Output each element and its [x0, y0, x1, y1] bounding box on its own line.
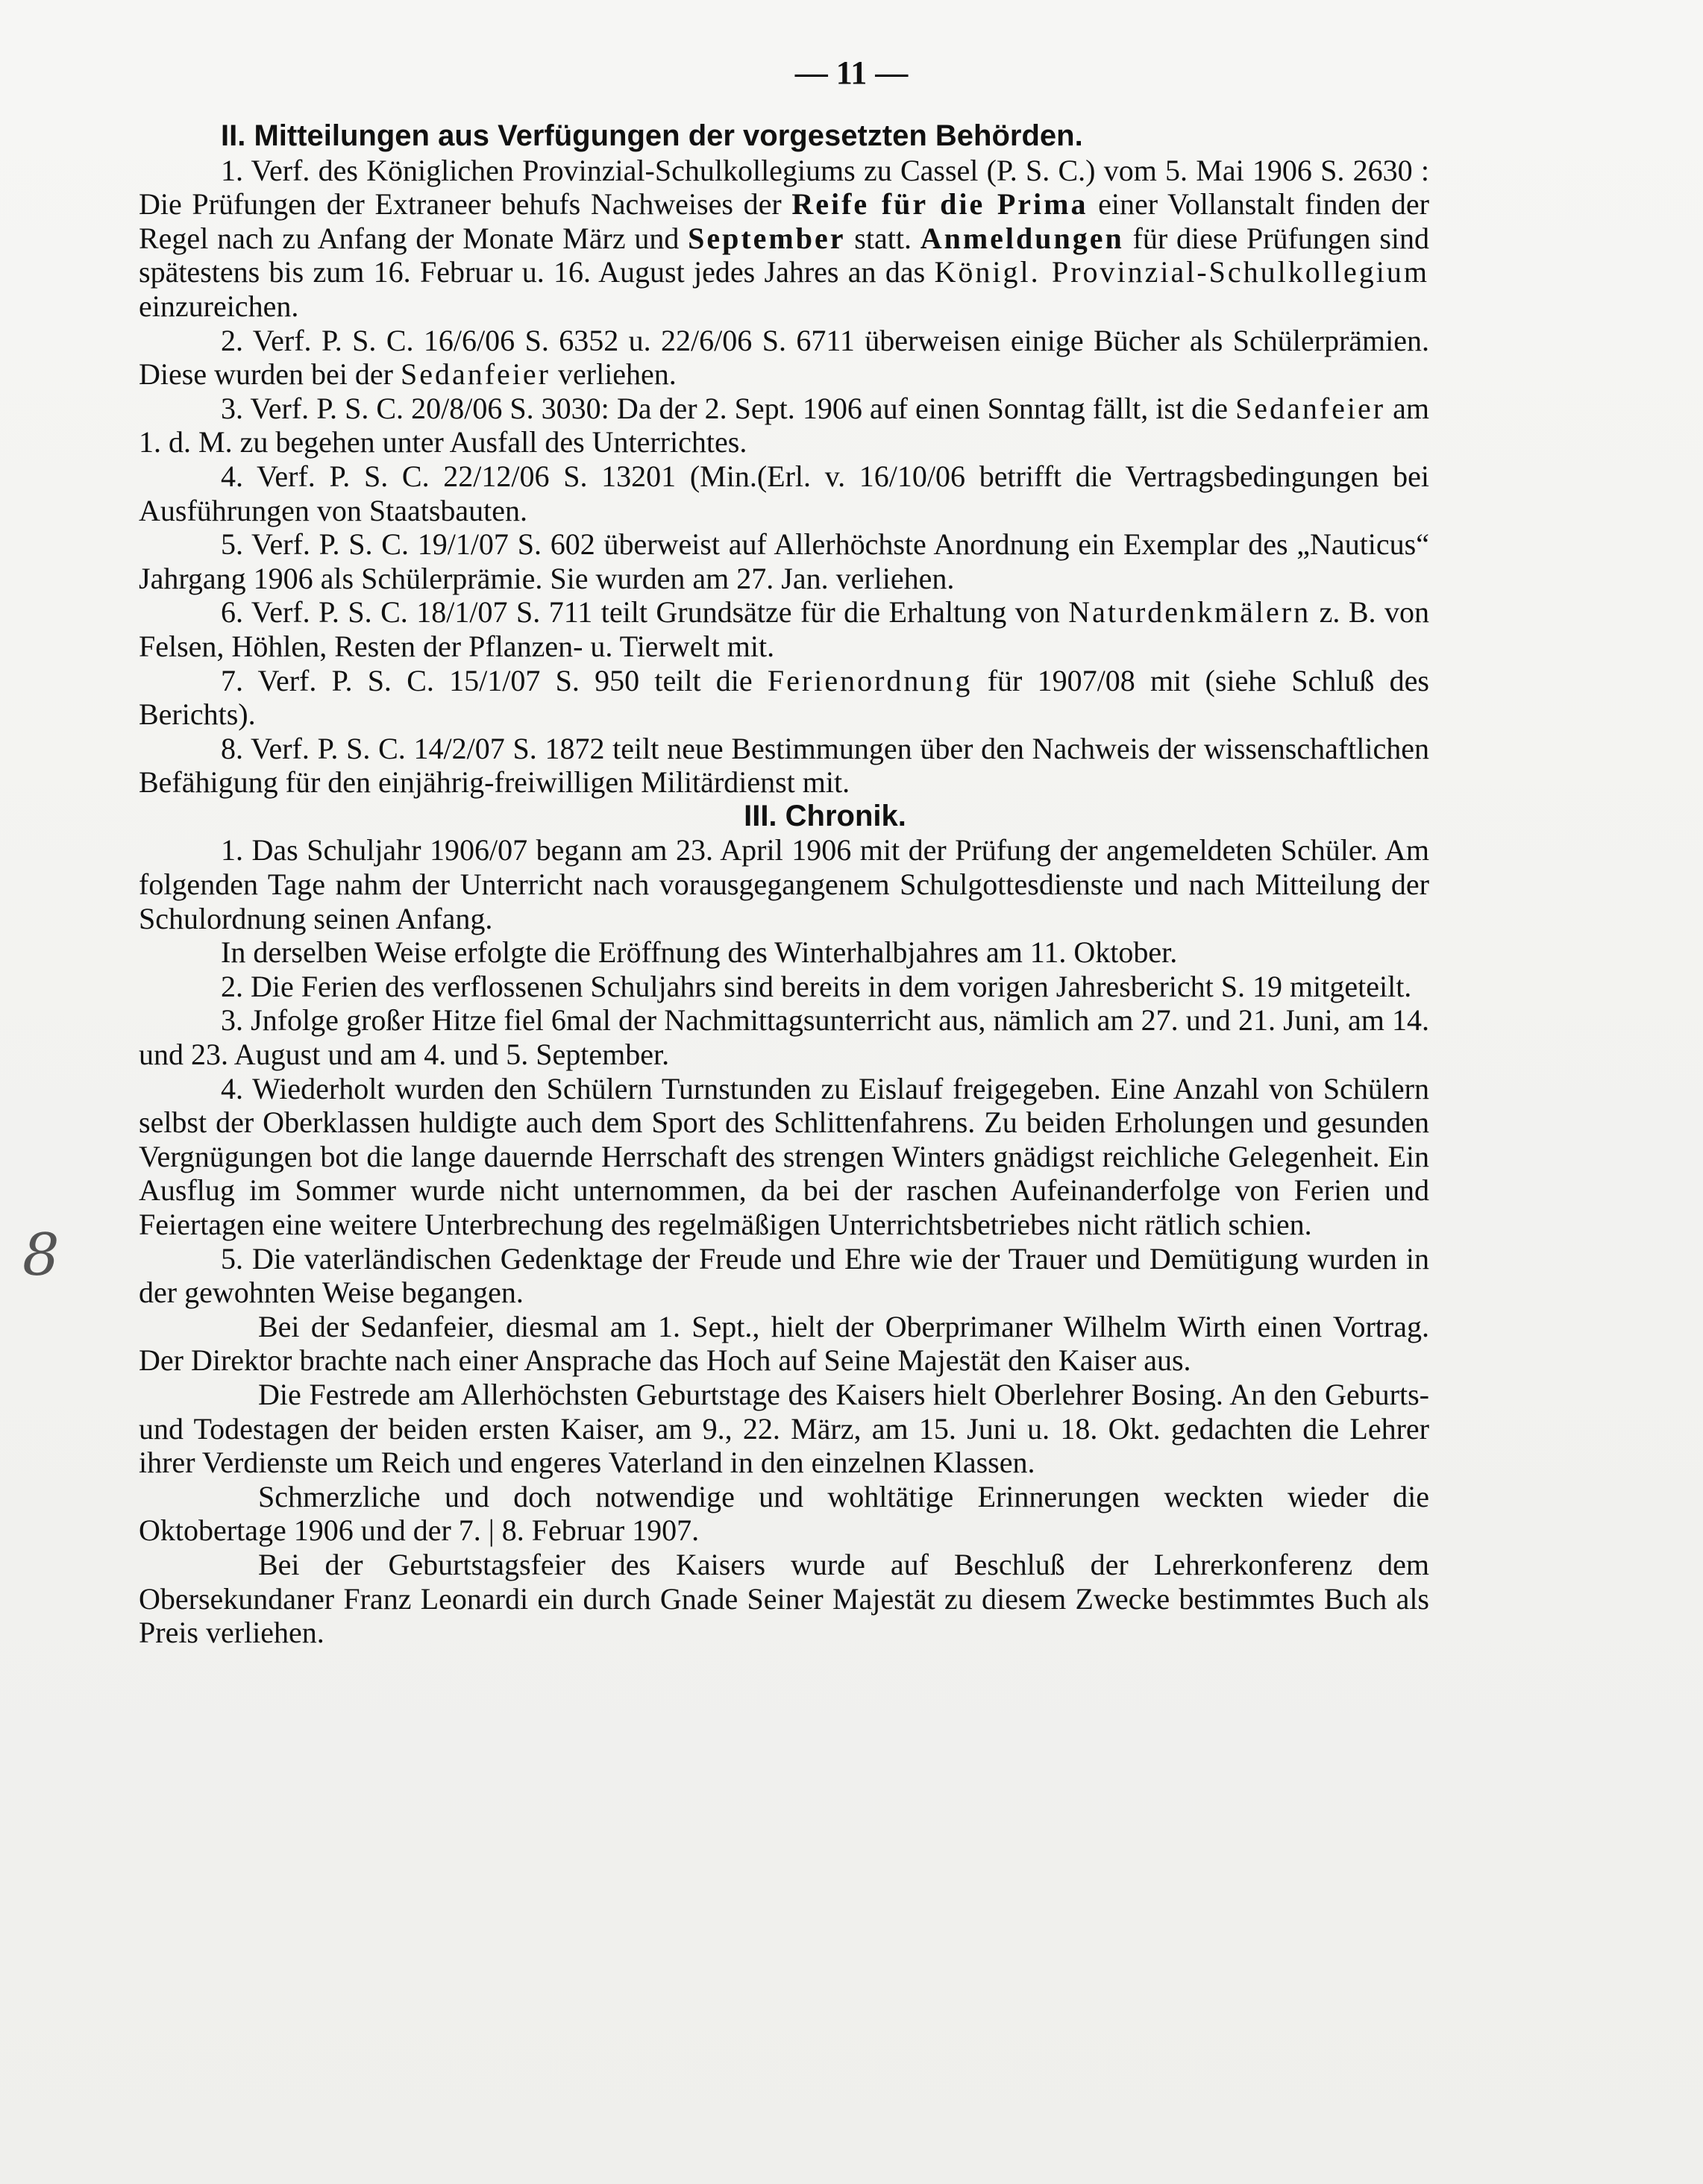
margin-annotation: 8: [22, 1222, 60, 1289]
chronicle-paragraph: Die Festrede am Allerhöchsten Geburtstage des Kaisers hielt Oberlehrer Bosing. An den Geburts- und Todestagen der beiden ersten Kaiser, am 9., 22. März, am 15. Juni u. 18. Okt. gedachten die Lehrer ihrer Verdienste um Reich und engeres Vaterland in den einzelnen Klassen.: [139, 1377, 1429, 1480]
chronicle-paragraph: In derselben Weise erfolgte die Eröffnung des Winterhalbjahres am 11. Oktober.: [221, 935, 1178, 970]
chronicle-paragraph: 4. Wiederholt wurden den Schülern Turnstunden zu Eislauf freigegeben. Eine Anzahl von Schülern selbst der Oberklassen huldigte auch dem Sport des Schlittenfahrens. Zu beiden Erholungen und gesunden Vergnügungen bot die lange dauernde Herrschaft des strengen Winters gnädigst reichliche Gelegenheit. Ein Ausflug im Sommer wurde nicht unternommen, da bei der raschen Aufeinanderfolge von Ferien und Feiertagen eine weitere Unterbrechung des regelmäßigen Unterrichtsbetriebes nicht rätlich schien.: [139, 1071, 1429, 1241]
chronicle-paragraph: 5. Die vaterländischen Gedenktage der Freude und Ehre wie der Trauer und Demütigung wurden in der gewohnten Weise begangen.: [139, 1241, 1429, 1310]
body-text: [139, 119, 1429, 1650]
decree-item: 8. Verf. P. S. C. 14/2/07 S. 1872 teilt neue Bestimmungen über den Nachweis der wissenschaftlichen Befähigung für den einjährig-freiwilligen Militärdienst mit.: [139, 731, 1429, 800]
decree-item: 7. Verf. P. S. C. 15/1/07 S. 950 teilt die Ferienordnung für 1907/08 mit (siehe Schluß des Berichts).: [139, 663, 1429, 732]
decree-item: 4. Verf. P. S. C. 22/12/06 S. 13201 (Min.(Erl. v. 16/10/06 betrifft die Vertragsbedingungen bei Ausführungen von Staatsbauten.: [139, 459, 1429, 527]
page-number: — 11 —: [794, 54, 909, 91]
decree-item: 5. Verf. P. S. C. 19/1/07 S. 602 überweist auf Allerhöchste Anordnung ein Exemplar des „Nauticus“ Jahrgang 1906 als Schülerprämie. Sie wurden am 27. Jan. verliehen.: [139, 527, 1429, 595]
chronicle-paragraph: 1. Das Schuljahr 1906/07 begann am 23. April 1906 mit der Prüfung der angemeldeten Schüler. Am folgenden Tage nahm der Unterricht nach vorausgegangenem Schulgottesdienste und nach Mitteilung der Schulordnung seinen Anfang.: [139, 833, 1429, 935]
chronicle-paragraph: Bei der Geburtstagsfeier des Kaisers wurde auf Beschluß der Lehrerkonferenz dem Obersekundaner Franz Leonardi ein durch Gnade Seiner Majestät zu diesem Zwecke bestimmtes Buch als Preis verliehen.: [139, 1547, 1429, 1650]
decree-item: 6. Verf. P. S. C. 18/1/07 S. 711 teilt Grundsätze für die Erhaltung von Naturdenkmälern z. B. von Felsen, Höhlen, Resten der Pflanzen- u. Tierwelt mit.: [139, 595, 1429, 663]
decree-item: 1. Verf. des Königlichen Provinzial-Schulkollegiums zu Cassel (P. S. C.) vom 5. Mai 1906 S. 2630 : Die Prüfungen der Extraneer behufs Nachweises der Reife für die Prima einer Vollanstalt finden der Regel nach zu Anfang der Monate März und September statt. Anmeldungen für diese Prüfungen sind spätestens bis zum 16. Februar u. 16. August jedes Jahres an das Königl. Provinzial-Schulkollegium einzureichen.: [139, 153, 1429, 323]
decree-item: 3. Verf. P. S. C. 20/8/06 S. 3030: Da der 2. Sept. 1906 auf einen Sonntag fällt, ist die Sedanfeier am 1. d. M. zu begehen unter Ausfall des Unterrichtes.: [139, 391, 1429, 459]
chronicle-paragraph: Schmerzliche und doch notwendige und wohltätige Erinnerungen weckten wieder die Oktobertage 1906 und der 7. | 8. Februar 1907.: [139, 1479, 1429, 1548]
section-heading-chronik: III. Chronik.: [744, 799, 906, 832]
chronicle-paragraph: 3. Jnfolge großer Hitze fiel 6mal der Nachmittagsunterricht aus, nämlich am 27. und 21. Juni, am 14. und 23. August und am 4. und 5. September.: [139, 1003, 1429, 1072]
chronicle-paragraph: 2. Die Ferien des verflossenen Schuljahrs sind bereits in dem vorigen Jahresbericht S. 19 mitgeteilt.: [221, 969, 1412, 1003]
section-heading-verfuegungen: II. Mitteilungen aus Verfügungen der vorgesetzten Behörden.: [221, 119, 1083, 152]
chronicle-paragraph: Bei der Sedanfeier, diesmal am 1. Sept., hielt der Oberprimaner Wilhelm Wirth einen Vortrag. Der Direktor brachte nach einer Ansprache das Hoch auf Seine Majestät den Kaiser aus.: [139, 1309, 1429, 1378]
decree-item: 2. Verf. P. S. C. 16/6/06 S. 6352 u. 22/6/06 S. 6711 überweisen einige Bücher als Schülerprämien. Diese wurden bei der Sedanfeier verliehen.: [139, 323, 1429, 392]
